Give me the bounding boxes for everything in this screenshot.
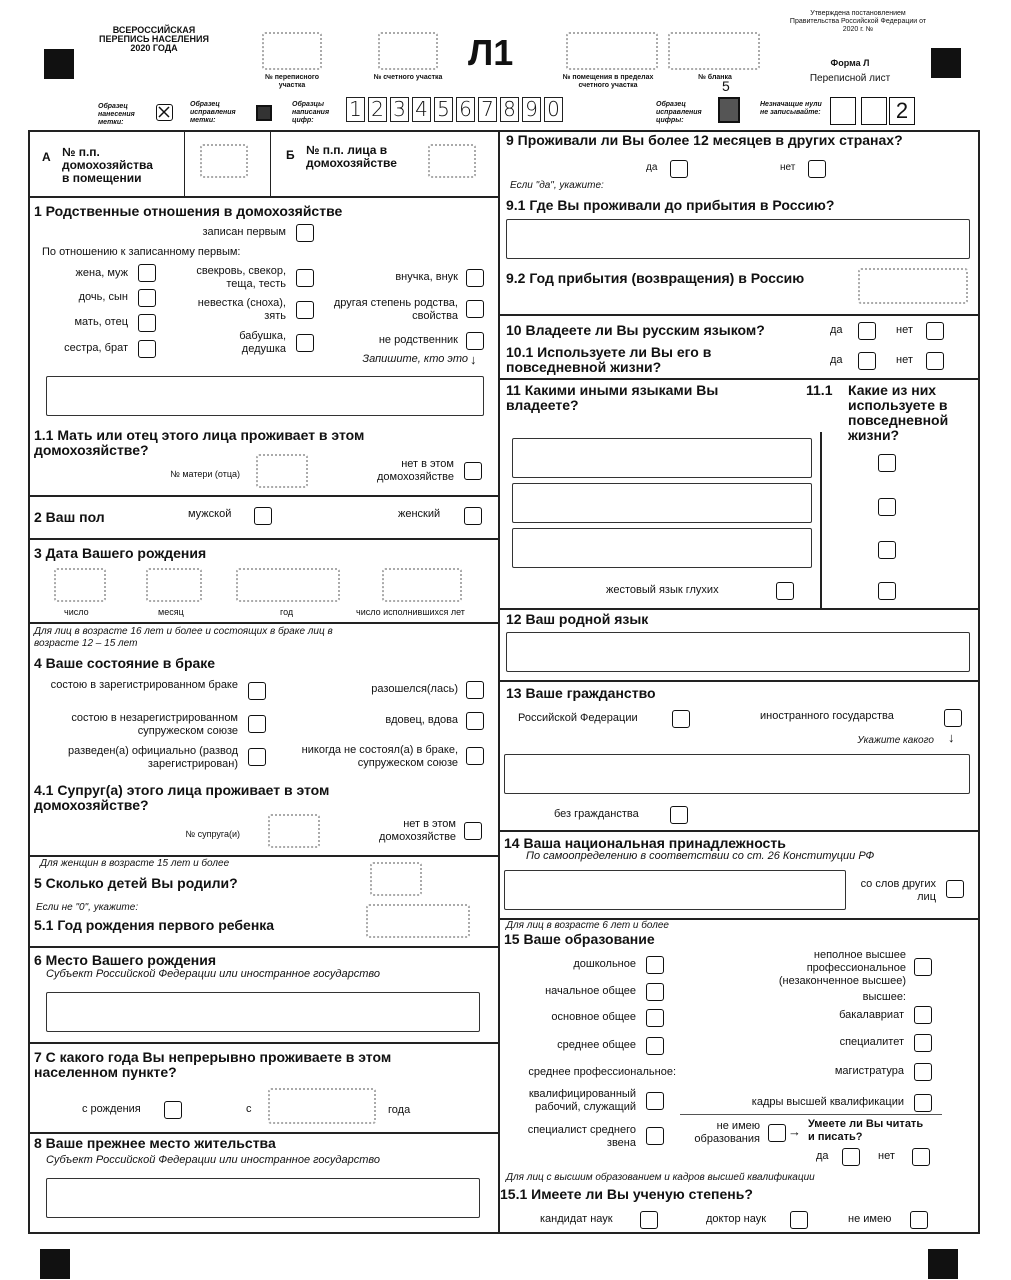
arrow-down-icon: ↓ xyxy=(948,730,955,745)
q15-option-checkbox[interactable] xyxy=(646,1092,664,1110)
row-divider xyxy=(498,830,978,832)
q2-female-label: женский xyxy=(398,508,441,520)
q4-option-label: состою в зарегистрированном браке xyxy=(50,679,238,691)
q15-option-checkbox[interactable] xyxy=(914,1094,932,1112)
q15-option-label: магистратура xyxy=(834,1065,904,1077)
spouse-number-field[interactable] xyxy=(268,814,320,848)
cell-divider xyxy=(270,130,271,196)
digit-sample: 0 xyxy=(544,97,563,122)
q13-none-label: без гражданства xyxy=(554,808,639,820)
zero-box xyxy=(830,97,856,125)
q1-1-title: 1.1 Мать или отец этого лица проживает в этом домохозяйстве? xyxy=(34,427,365,458)
q1-option-label: сестра, брат xyxy=(64,342,128,354)
q4-option-label: вдовец, вдова xyxy=(385,714,458,726)
sample-digits xyxy=(346,97,566,122)
q15-option-label: квалифицированный рабочий, служащий xyxy=(528,1088,636,1113)
q9-2-title: 9.2 Год прибытия (возвращения) в Россию xyxy=(506,270,805,286)
q11-divider xyxy=(820,432,822,608)
q15-option-checkbox[interactable] xyxy=(914,1063,932,1081)
q15-none-label: не имею образования xyxy=(694,1120,760,1145)
q1-option-checkbox[interactable] xyxy=(138,289,156,307)
q15-option-label: дошкольное xyxy=(573,958,636,970)
q10-yes-checkbox[interactable] xyxy=(858,322,876,340)
q15-option-checkbox[interactable] xyxy=(914,1034,932,1052)
q4-1-none-label: нет в этом домохозяйстве xyxy=(379,818,456,843)
cell-divider xyxy=(184,130,185,196)
digit-sample: 6 xyxy=(456,97,475,122)
form-number-field[interactable] xyxy=(668,32,760,70)
zeros-label: Незначащие нули не записывайте: xyxy=(760,101,822,116)
field-a-label: № п.п. домохозяйства в помещении xyxy=(62,145,153,185)
q5-title: 5 Сколько детей Вы родили? xyxy=(34,875,238,891)
household-number-field[interactable] xyxy=(200,144,248,178)
q15-vocational-label: среднее профессиональное: xyxy=(528,1066,676,1078)
q15-none-checkbox[interactable] xyxy=(768,1124,786,1142)
q13-rf-label: Российской Федерации xyxy=(518,712,638,724)
birth-month-field[interactable] xyxy=(146,568,202,602)
q15-option-checkbox[interactable] xyxy=(646,1037,664,1055)
district-label: № переписного участка xyxy=(264,74,320,89)
q4-note: Для лиц в возрасте 16 лет и более и состоящих в браке лиц в возрасте 12 – 15 лет xyxy=(34,626,333,649)
q15-note: Для лиц в возрасте 6 лет и более xyxy=(506,920,669,931)
count-area-field[interactable] xyxy=(378,32,438,70)
row-divider xyxy=(28,495,498,497)
digit-sample: 4 xyxy=(412,97,431,122)
q1-subtitle: По отношению к записанному первым: xyxy=(42,246,241,258)
form-name: Форма Л xyxy=(830,58,870,68)
q4-option-label: никогда не состоял(а) в браке, супружеском союзе xyxy=(301,744,458,769)
district-field[interactable] xyxy=(262,32,322,70)
q15-option-checkbox[interactable] xyxy=(914,1006,932,1024)
q1-1-none-checkbox[interactable] xyxy=(464,462,482,480)
q5-note: Для женщин в возрасте 15 лет и более xyxy=(40,858,230,869)
q15-option-label: бакалавриат xyxy=(839,1009,904,1021)
q1-1-none-label: нет в этом домохозяйстве xyxy=(377,458,454,483)
q15-1-option-checkbox[interactable] xyxy=(910,1211,928,1229)
q15-option-label: начальное общее xyxy=(545,985,636,997)
form-number-label: № бланка xyxy=(698,74,732,81)
q1-option-checkbox[interactable] xyxy=(138,340,156,358)
q10-1-yes-checkbox[interactable] xyxy=(858,352,876,370)
corrected-digit-icon xyxy=(718,97,740,123)
q11-1-title: Какие из них используете в повседневной жизни? xyxy=(848,382,949,443)
q5-if: Если не "0", укажите: xyxy=(36,902,139,913)
q13-none-checkbox[interactable] xyxy=(670,806,688,824)
q13-foreign-label: иностранного государства xyxy=(760,710,894,722)
sample-mark-label: Образец нанесения метки: xyxy=(98,103,135,126)
q6-title: 6 Место Вашего рождения xyxy=(34,952,217,968)
q3-day-label: число xyxy=(64,607,89,617)
footer-divider xyxy=(28,1232,980,1234)
q7-since-label: с xyxy=(246,1103,252,1115)
row-divider xyxy=(28,1042,498,1044)
q5-1-title: 5.1 Год рождения первого ребенка xyxy=(34,917,275,933)
q15-option-label: среднее общее xyxy=(557,1039,636,1051)
row-divider xyxy=(28,196,498,198)
q1-option-checkbox[interactable] xyxy=(466,332,484,350)
q1-first-label: записан первым xyxy=(202,226,286,238)
q4-option-label: состою в незарегистрированном супружеском союзе xyxy=(71,712,238,737)
q15-1-option-label: не имею xyxy=(848,1213,892,1225)
q9-no-checkbox[interactable] xyxy=(808,160,826,178)
q10-no-label: нет xyxy=(896,324,913,336)
row-divider xyxy=(28,622,498,624)
q8-hint: Субъект Российской Федерации или иностранное государство xyxy=(46,1154,381,1166)
q1-1-num-label: № матери (отца) xyxy=(170,469,240,479)
q2-male-checkbox[interactable] xyxy=(254,507,272,525)
nationality-field[interactable] xyxy=(504,870,846,910)
q15-option-checkbox[interactable] xyxy=(646,983,664,1001)
q14-title: 14 Ваша национальная принадлежность xyxy=(504,835,786,851)
field-a-letter: А xyxy=(42,150,51,164)
parent-number-field[interactable] xyxy=(256,454,308,488)
registration-marker xyxy=(40,1249,70,1279)
arrow-down-icon: ↓ xyxy=(470,352,477,367)
premise-field[interactable] xyxy=(566,32,658,70)
q11-sign-label: жестовый язык глухих xyxy=(606,584,719,596)
q12-title: 12 Ваш родной язык xyxy=(506,611,649,627)
age-field[interactable] xyxy=(382,568,462,602)
q11-1-num: 11.1 xyxy=(806,382,833,398)
digit-sample: 9 xyxy=(522,97,541,122)
q15-option-label: кадры высшей квалификации xyxy=(751,1096,904,1108)
q1-option-label: свекровь, свекор, теща, тесть xyxy=(196,265,286,290)
q15-higher-label: высшее: xyxy=(862,991,906,1003)
row-divider xyxy=(498,608,978,610)
form-code: Л1 xyxy=(468,32,514,73)
q4-option-label: разведен(а) официально (развод зарегистрирован) xyxy=(68,745,238,770)
q4-option-checkbox[interactable] xyxy=(466,712,484,730)
row-divider xyxy=(498,680,978,682)
q13-rf-checkbox[interactable] xyxy=(672,710,690,728)
digit-sample: 5 xyxy=(434,97,453,122)
field-b-letter: Б xyxy=(286,148,295,162)
arrival-year-field[interactable] xyxy=(858,268,968,304)
children-count-field[interactable] xyxy=(370,862,422,896)
q15-literacy-yes-label: да xyxy=(816,1150,829,1162)
premise-label: № помещения в пределах счетного участка xyxy=(562,74,654,89)
q11-sign-checkbox[interactable] xyxy=(776,582,794,600)
q14-hint: По самоопределению в соответствии со ст. 26 Конституции РФ xyxy=(526,850,875,862)
citizenship-field[interactable] xyxy=(504,754,970,794)
q15-option-label: специалист среднего звена xyxy=(527,1124,636,1149)
native-language-field[interactable] xyxy=(506,632,970,672)
q15-option-checkbox[interactable] xyxy=(914,958,932,976)
language-field-3[interactable] xyxy=(512,528,812,568)
q9-yes-label: да xyxy=(646,162,658,173)
zero-digit: 2 xyxy=(889,97,915,125)
q15-1-option-checkbox[interactable] xyxy=(640,1211,658,1229)
q4-option-checkbox[interactable] xyxy=(466,681,484,699)
q7-title: 7 С какого года Вы непрерывно проживаете в этом населенном пункте? xyxy=(34,1049,392,1080)
q10-1-no-label: нет xyxy=(896,354,913,366)
count-area-label: № счетного участка xyxy=(373,74,443,81)
row-divider xyxy=(498,314,978,316)
q15-option-checkbox[interactable] xyxy=(646,1009,664,1027)
q9-title: 9 Проживали ли Вы более 12 месяцев в других странах? xyxy=(506,132,903,148)
person-number-field[interactable] xyxy=(428,144,476,178)
row-divider xyxy=(498,378,978,380)
q10-1-no-checkbox[interactable] xyxy=(926,352,944,370)
row-divider xyxy=(28,1132,498,1134)
q1-option-label: не родственник xyxy=(378,334,458,346)
q15-option-label: специалитет xyxy=(839,1036,904,1048)
q4-1-none-checkbox[interactable] xyxy=(464,822,482,840)
q1-write-field[interactable] xyxy=(46,376,484,416)
q1-option-label: невестка (сноха), зять xyxy=(197,297,286,322)
form-subtitle: Переписной лист xyxy=(809,73,891,84)
q1-option-checkbox[interactable] xyxy=(296,334,314,352)
q10-title: 10 Владеете ли Вы русским языком? xyxy=(506,322,765,338)
digit-sample: 1 xyxy=(346,97,365,122)
q15-title: 15 Ваше образование xyxy=(504,931,655,947)
q1-option-label: мать, отец xyxy=(74,316,128,328)
q1-option-checkbox[interactable] xyxy=(466,300,484,318)
fix-digit: 5 xyxy=(722,78,730,94)
q15-1-option-label: кандидат наук xyxy=(540,1213,613,1225)
q4-option-checkbox[interactable] xyxy=(248,748,266,766)
q15-option-checkbox[interactable] xyxy=(646,956,664,974)
daily-language-checkbox-3[interactable] xyxy=(878,541,896,559)
q1-option-label: дочь, сын xyxy=(78,291,128,303)
q1-option-checkbox[interactable] xyxy=(138,264,156,282)
q1-option-label: другая степень родства, свойства xyxy=(333,297,458,322)
approved-note: Утверждена постановлением Правительства Российской Федерации от 2020 г. № xyxy=(789,10,927,33)
q14-others-label: со слов других лиц xyxy=(860,878,936,903)
q6-hint: Субъект Российской Федерации или иностранное государство xyxy=(46,968,381,980)
q15-literacy-label: Умеете ли Вы читать и писать? xyxy=(808,1118,924,1143)
row-divider xyxy=(28,946,498,948)
census-title: ВСЕРОССИЙСКАЯ ПЕРЕПИСЬ НАСЕЛЕНИЯ 2020 ГОДА xyxy=(99,25,209,53)
registration-marker xyxy=(931,48,961,78)
q1-option-checkbox[interactable] xyxy=(466,269,484,287)
q15-literacy-yes-checkbox[interactable] xyxy=(842,1148,860,1166)
daily-language-checkbox-1[interactable] xyxy=(878,454,896,472)
daily-sign-checkbox[interactable] xyxy=(878,582,896,600)
q11-title: 11 Какими иными языками Вы владеете? xyxy=(506,382,719,413)
digit-sample: 2 xyxy=(368,97,387,122)
q15-1-option-label: доктор наук xyxy=(706,1213,767,1225)
residence-year-field[interactable] xyxy=(268,1088,376,1124)
q1-option-checkbox[interactable] xyxy=(296,301,314,319)
q10-1-yes-label: да xyxy=(830,354,843,366)
q15-1-option-checkbox[interactable] xyxy=(790,1211,808,1229)
language-field-2[interactable] xyxy=(512,483,812,523)
birth-day-field[interactable] xyxy=(54,568,106,602)
q3-title: 3 Дата Вашего рождения xyxy=(34,545,207,561)
q13-foreign-checkbox[interactable] xyxy=(944,709,962,727)
q15-separator xyxy=(680,1114,942,1115)
q3-month-label: месяц xyxy=(158,607,184,617)
q2-male-label: мужской xyxy=(188,508,232,520)
q9-1-title: 9.1 Где Вы проживали до прибытия в Россию? xyxy=(506,197,835,213)
daily-language-checkbox-2[interactable] xyxy=(878,498,896,516)
digit-sample: 7 xyxy=(478,97,497,122)
q9-if-yes: Если "да", укажите: xyxy=(510,180,604,191)
prior-country-field[interactable] xyxy=(506,219,970,259)
q4-option-label: разошелся(лась) xyxy=(371,683,458,695)
registration-marker xyxy=(44,49,74,79)
q13-title: 13 Ваше гражданство xyxy=(506,685,656,701)
q8-title: 8 Ваше прежнее место жительства xyxy=(34,1135,276,1151)
q1-option-checkbox[interactable] xyxy=(296,269,314,287)
q13-which-hint: Укажите какого xyxy=(857,735,934,746)
q15-literacy-no-checkbox[interactable] xyxy=(912,1148,930,1166)
birthplace-field[interactable] xyxy=(46,992,480,1032)
first-child-year-field[interactable] xyxy=(366,904,470,938)
birth-year-field[interactable] xyxy=(236,568,340,602)
sample-check-icon xyxy=(156,104,173,121)
q4-option-checkbox[interactable] xyxy=(466,747,484,765)
q2-title: 2 Ваш пол xyxy=(34,509,105,525)
q3-age-label: число исполнившихся лет xyxy=(356,607,465,617)
sample-fix-digit-label: Образец исправления цифры: xyxy=(656,101,702,124)
previous-residence-field[interactable] xyxy=(46,1178,480,1218)
row-divider xyxy=(28,538,498,540)
q1-option-checkbox[interactable] xyxy=(138,314,156,332)
q10-1-title: 10.1 Используете ли Вы его в повседневной жизни? xyxy=(506,344,712,375)
q14-others-checkbox[interactable] xyxy=(946,880,964,898)
q15-literacy-no-label: нет xyxy=(878,1150,895,1162)
q7-year-label: года xyxy=(388,1104,411,1116)
digit-sample: 8 xyxy=(500,97,519,122)
q15-1-title: 15.1 Имеете ли Вы ученую степень? xyxy=(500,1186,753,1202)
q10-no-checkbox[interactable] xyxy=(926,322,944,340)
sample-digits-label: Образцы написания цифр: xyxy=(292,101,330,124)
right-border xyxy=(978,130,980,1232)
registration-marker xyxy=(928,1249,958,1279)
zero-box xyxy=(861,97,887,125)
q4-1-title: 4.1 Супруг(а) этого лица проживает в этом домохозяйстве? xyxy=(34,782,330,813)
q9-yes-checkbox[interactable] xyxy=(670,160,688,178)
digit-sample: 3 xyxy=(390,97,409,122)
q1-first-checkbox[interactable] xyxy=(296,224,314,242)
q4-title: 4 Ваше состояние в браке xyxy=(34,655,216,671)
q15-option-checkbox[interactable] xyxy=(646,1127,664,1145)
q15-1-note: Для лиц с высшим образованием и кадров высшей квалификации xyxy=(506,1172,815,1183)
q1-option-label: жена, муж xyxy=(75,267,128,279)
q1-title: 1 Родственные отношения в домохозяйстве xyxy=(34,203,343,219)
q9-no-label: нет xyxy=(780,162,796,173)
q2-female-checkbox[interactable] xyxy=(464,507,482,525)
q10-yes-label: да xyxy=(830,324,843,336)
q4-option-checkbox[interactable] xyxy=(248,682,266,700)
q15-option-label: основное общее xyxy=(551,1011,636,1023)
q1-write-hint: Запишите, кто это xyxy=(362,353,468,365)
q7-since-birth-label: с рождения xyxy=(82,1103,141,1115)
arrow-right-icon: → xyxy=(788,1124,801,1139)
sample-fix-label: Образец исправления метки: xyxy=(190,101,236,124)
q7-since-birth-checkbox[interactable] xyxy=(164,1101,182,1119)
q1-option-label: внучка, внук xyxy=(395,271,458,283)
q15-option-label: неполное высшее профессиональное (незаконченное высшее) xyxy=(778,949,906,987)
q1-option-label: бабушка, дедушка xyxy=(239,330,286,355)
q4-1-num-label: № супруга(и) xyxy=(185,829,240,839)
q3-year-label: год xyxy=(280,607,294,617)
language-field-1[interactable] xyxy=(512,438,812,478)
filled-sample-icon xyxy=(256,105,272,121)
field-b-label: № п.п. лица в домохозяйстве xyxy=(306,143,397,170)
q4-option-checkbox[interactable] xyxy=(248,715,266,733)
